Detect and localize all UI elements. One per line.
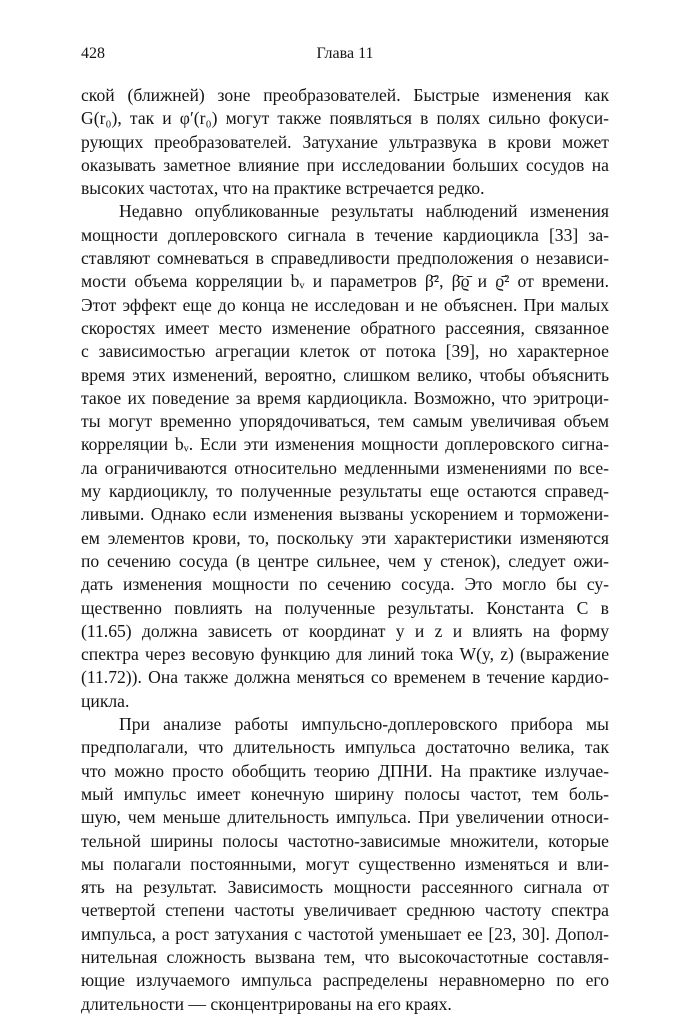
page-number: 428 [81,45,105,62]
paragraph [81,84,609,200]
text-line: корреляции bᵥ. Если эти изменения мощности доплеровского сигна- [81,434,609,455]
paragraph [81,713,609,1016]
text-line: ской (ближней) зоне преобразователей. Быстрые изменения как [81,85,609,105]
text-line: щественно повлиять на полученные результаты. Константа C в [81,597,609,618]
text-line: ставляют сомневаться в справедливости предположения о независи- [81,248,609,269]
text-line: Этот эффект еще до конца не исследован и не объяснен. При малых [81,294,609,315]
text-line: При анализе работы импульсно-доплеровского прибора мы [119,714,609,735]
text-line: мости объема корреляции bᵥ и параметров β̄², β̄ϱ̄ и ϱ̄² от времени. [81,271,609,292]
text-line: мощности доплеровского сигнала в течение кардиоцикла [33] за- [81,224,609,245]
text-line: время этих изменений, вероятно, слишком велико, чтобы объяснить [81,364,609,385]
text-line: дать изменения мощности по сечению сосуда. Это могло бы су- [81,574,609,595]
text-line: му кардиоциклу, то полученные результаты еще остаются справед- [81,481,609,502]
text-line: ем элементов крови, то, поскольку эти характеристики изменяются [81,527,609,548]
text-line: что можно просто обобщить теорию ДПНИ. На практике излучае- [81,760,609,781]
paragraph [81,200,609,713]
text-line: предполагали, что длительность импульса достаточно велика, так [81,737,609,758]
text-line: мы полагали постоянными, могут существенно изменяться и вли- [81,853,609,874]
body-text [81,84,609,1016]
text-line: с зависимостью агрегации клеток от потока [39], но характерное [81,341,609,362]
text-line: оказывать заметное влияние при исследовании больших сосудов на [81,154,609,175]
text-line: Недавно опубликованные результаты наблюдений изменения [119,201,609,222]
chapter-title: Глава 11 [316,45,374,62]
text-line: нительная сложность вызвана тем, что высокочастотные составля- [81,946,609,967]
text-line: высоких частотах, что на практике встречается редко. [81,178,485,199]
page-header [81,42,609,66]
text-line: ющие излучаемого импульса распределены неравномерно по его [81,970,609,991]
text-line: ять на результат. Зависимость мощности рассеянного сигнала от [81,877,609,898]
text-line: шую, чем меньше длительность импульса. При увеличении относи- [81,807,609,828]
text-line: ливыми. Однако если изменения вызваны ускорением и торможени- [81,504,609,525]
text-line: четвертой степени частоты увеличивает среднюю частоту спектра [81,900,609,921]
text-line: цикла. [81,690,130,711]
text-line: длительности — сконцентрированы на его краях. [81,993,452,1014]
text-line: (11.65) должна зависеть от координат y и z и влиять на форму [81,620,609,641]
text-line: такое их поведение за время кардиоцикла. Возможно, что эритроци- [81,387,609,408]
text-line: ла ограничиваются относительно медленными изменениями по все- [81,457,609,478]
text-line: рующих преобразователей. Затухание ультразвука в крови может [81,131,609,152]
text-line: G(r₀), так и φ′(r₀) могут также появляться в полях сильно фокуси- [81,108,609,129]
text-line: ты могут временно упорядочиваться, тем самым увеличивая объем [81,411,609,432]
text-line: скоростях имеет место изменение обратного рассеяния, связанное [81,317,609,338]
text-line: тельной ширины полосы частотно-зависимые множители, которые [81,830,609,851]
text-line: по сечению сосуда (в центре сильнее, чем у стенок), следует ожи- [81,550,609,571]
text-line: импульса, а рост затухания с частотой уменьшает ее [23, 30]. Допол- [81,923,609,944]
text-line: спектра через весовую функцию для линий тока W(y, z) (выражение [81,644,609,665]
text-line: мый импульс имеет конечную ширину полосы частот, тем боль- [81,783,609,804]
text-line: (11.72)). Она также должна меняться со временем в течение кардио- [81,667,609,688]
